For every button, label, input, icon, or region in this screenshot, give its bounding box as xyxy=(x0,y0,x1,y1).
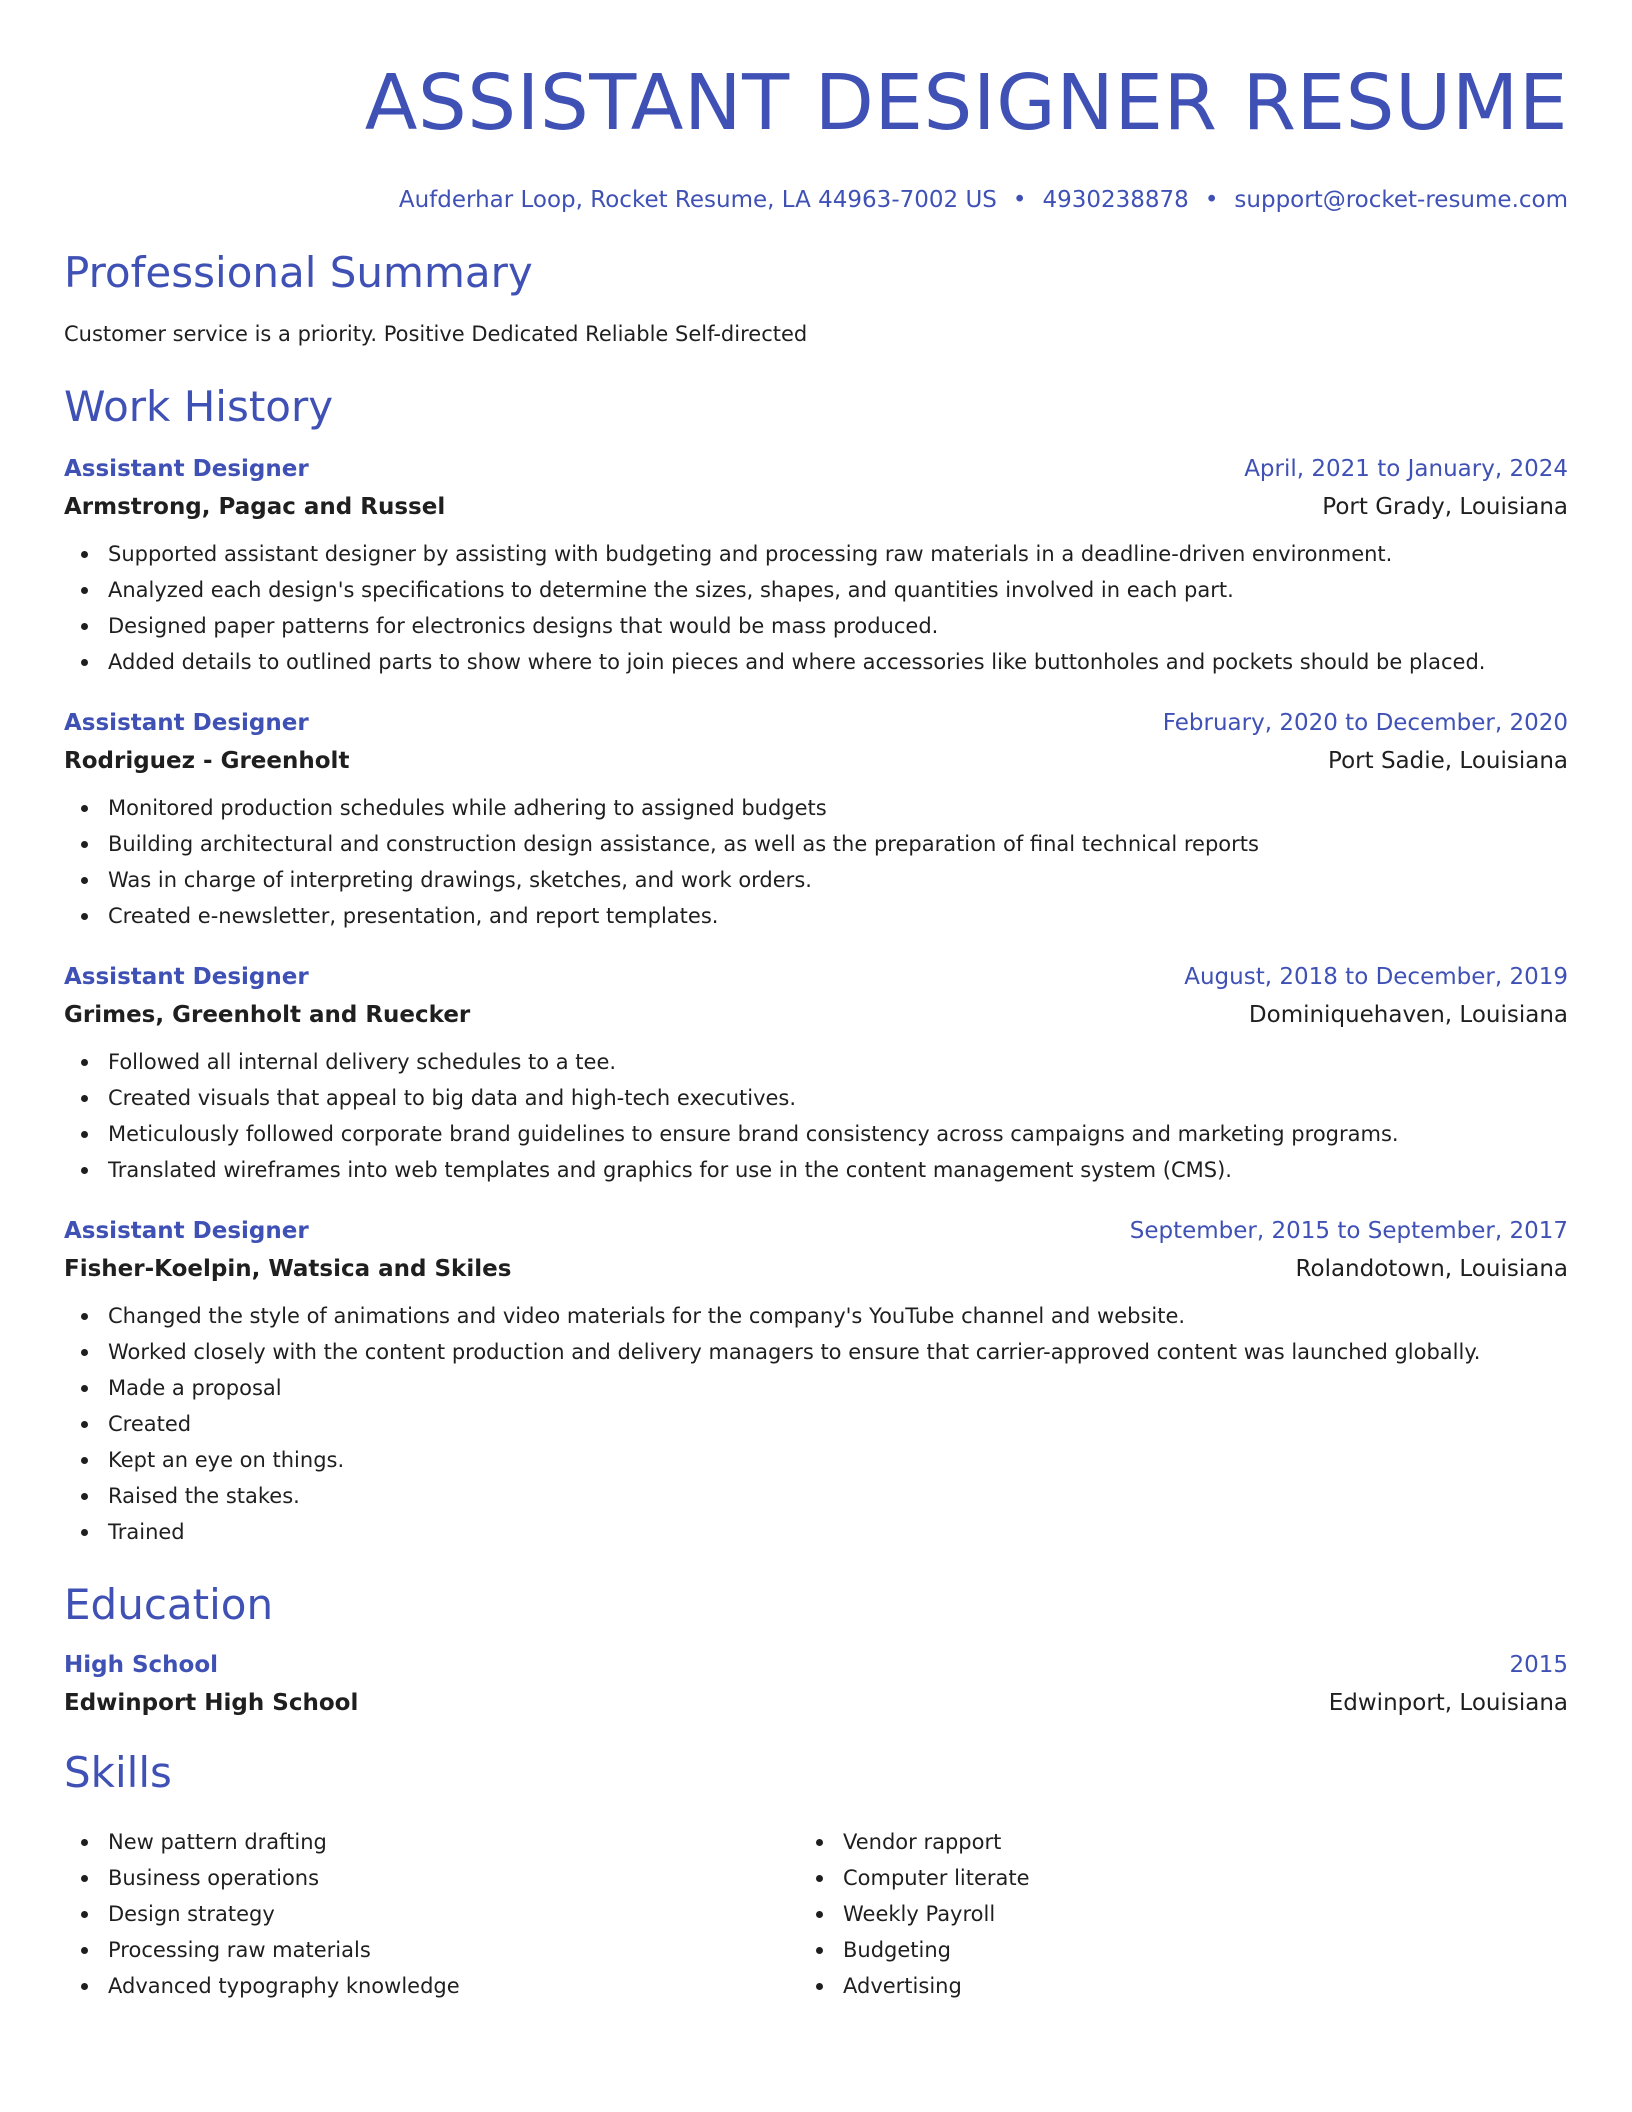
job-bullet: Monitored production schedules while adhering to assigned budgets xyxy=(64,790,1568,826)
contact-address: Aufderhar Loop, Rocket Resume, LA 44963-7002 US xyxy=(398,187,997,213)
skill-item: Weekly Payroll xyxy=(799,1896,1534,1932)
job-bullet: Made a proposal xyxy=(64,1370,1568,1406)
job-bullets xyxy=(64,536,1568,680)
education-school: Edwinport High School xyxy=(64,1690,359,1716)
job-bullet: Created xyxy=(64,1406,1568,1442)
summary-heading: Professional Summary xyxy=(64,248,533,297)
job-location: Port Grady, Louisiana xyxy=(1322,494,1568,520)
job-company: Fisher-Koelpin, Watsica and Skiles xyxy=(64,1256,512,1282)
job-bullet: Supported assistant designer by assisting with budgeting and processing raw materials in a deadline-driven environment. xyxy=(64,536,1568,572)
skill-item: Business operations xyxy=(64,1860,799,1896)
job-title: Assistant Designer xyxy=(64,964,309,990)
job-dates: August, 2018 to December, 2019 xyxy=(1184,964,1568,990)
job-company: Grimes, Greenholt and Ruecker xyxy=(64,1002,471,1028)
job-location: Dominiquehaven, Louisiana xyxy=(1248,1002,1568,1028)
job-company: Armstrong, Pagac and Russel xyxy=(64,494,446,520)
job-bullet: Designed paper patterns for electronics designs that would be mass produced. xyxy=(64,608,1568,644)
job-title: Assistant Designer xyxy=(64,456,309,482)
skills-column-right xyxy=(799,1824,1534,2004)
job-title: Assistant Designer xyxy=(64,1218,309,1244)
job-bullet: Added details to outlined parts to show where to join pieces and where accessories like buttonholes and pockets should be placed. xyxy=(64,644,1568,680)
work-history-heading: Work History xyxy=(64,382,334,431)
skills-heading: Skills xyxy=(64,1748,172,1797)
summary-section xyxy=(64,248,1568,348)
education-section xyxy=(64,1580,1568,1718)
job-location: Port Sadie, Louisiana xyxy=(1328,748,1568,774)
job-bullet: Translated wireframes into web templates and graphics for use in the content management system (CMS). xyxy=(64,1152,1568,1188)
job-title: Assistant Designer xyxy=(64,710,309,736)
job-company: Rodriguez - Greenholt xyxy=(64,748,350,774)
skill-item: Computer literate xyxy=(799,1860,1534,1896)
job-entry xyxy=(64,962,1568,1188)
job-bullets xyxy=(64,1044,1568,1188)
skills-section xyxy=(64,1748,1568,2004)
job-bullet: Analyzed each design's specifications to determine the sizes, shapes, and quantities involved in each part. xyxy=(64,572,1568,608)
education-year: 2015 xyxy=(1509,1652,1568,1678)
contact-separator: • xyxy=(1012,187,1027,213)
job-bullets xyxy=(64,1298,1568,1550)
job-bullet: Worked closely with the content production and delivery managers to ensure that carrier-approved content was launched globally. xyxy=(64,1334,1568,1370)
skills-column-left xyxy=(64,1824,799,2004)
job-entry xyxy=(64,454,1568,680)
job-bullet: Created e-newsletter, presentation, and report templates. xyxy=(64,898,1568,934)
contact-line xyxy=(64,186,1568,214)
job-dates: February, 2020 to December, 2020 xyxy=(1162,710,1568,736)
contact-separator: • xyxy=(1204,187,1219,213)
summary-text: Customer service is a priority. Positive Dedicated Reliable Self-directed xyxy=(64,322,808,346)
skill-item: Advanced typography knowledge xyxy=(64,1968,799,2004)
job-bullet: Followed all internal delivery schedules to a tee. xyxy=(64,1044,1568,1080)
job-entry xyxy=(64,1216,1568,1550)
contact-email[interactable]: support@rocket-resume.com xyxy=(1234,187,1568,213)
job-dates: September, 2015 to September, 2017 xyxy=(1129,1218,1568,1244)
education-degree: High School xyxy=(64,1652,219,1678)
job-bullet: Trained xyxy=(64,1514,1568,1550)
job-entry xyxy=(64,708,1568,934)
skill-item: Vendor rapport xyxy=(799,1824,1534,1860)
job-bullet: Created visuals that appeal to big data and high-tech executives. xyxy=(64,1080,1568,1116)
contact-phone[interactable]: 4930238878 xyxy=(1042,187,1189,213)
skill-item: Advertising xyxy=(799,1968,1534,2004)
skill-item: Processing raw materials xyxy=(64,1932,799,1968)
job-bullet: Kept an eye on things. xyxy=(64,1442,1568,1478)
job-bullets xyxy=(64,790,1568,934)
skill-item: New pattern drafting xyxy=(64,1824,799,1860)
job-bullet: Changed the style of animations and video materials for the company's YouTube channel and website. xyxy=(64,1298,1568,1334)
work-history-section xyxy=(64,382,1568,1550)
job-bullet: Was in charge of interpreting drawings, sketches, and work orders. xyxy=(64,862,1568,898)
job-bullet: Building architectural and construction design assistance, as well as the preparation of final technical reports xyxy=(64,826,1568,862)
education-location: Edwinport, Louisiana xyxy=(1328,1690,1568,1716)
education-heading: Education xyxy=(64,1580,274,1629)
skills-grid xyxy=(64,1810,1568,2004)
job-dates: April, 2021 to January, 2024 xyxy=(1244,456,1568,482)
resume-title: ASSISTANT DESIGNER RESUME xyxy=(364,59,1568,148)
education-entry xyxy=(64,1650,1568,1718)
job-bullet: Meticulously followed corporate brand guidelines to ensure brand consistency across campaigns and marketing programs. xyxy=(64,1116,1568,1152)
skill-item: Budgeting xyxy=(799,1932,1534,1968)
skill-item: Design strategy xyxy=(64,1896,799,1932)
job-location: Rolandotown, Louisiana xyxy=(1295,1256,1568,1282)
job-bullet: Raised the stakes. xyxy=(64,1478,1568,1514)
